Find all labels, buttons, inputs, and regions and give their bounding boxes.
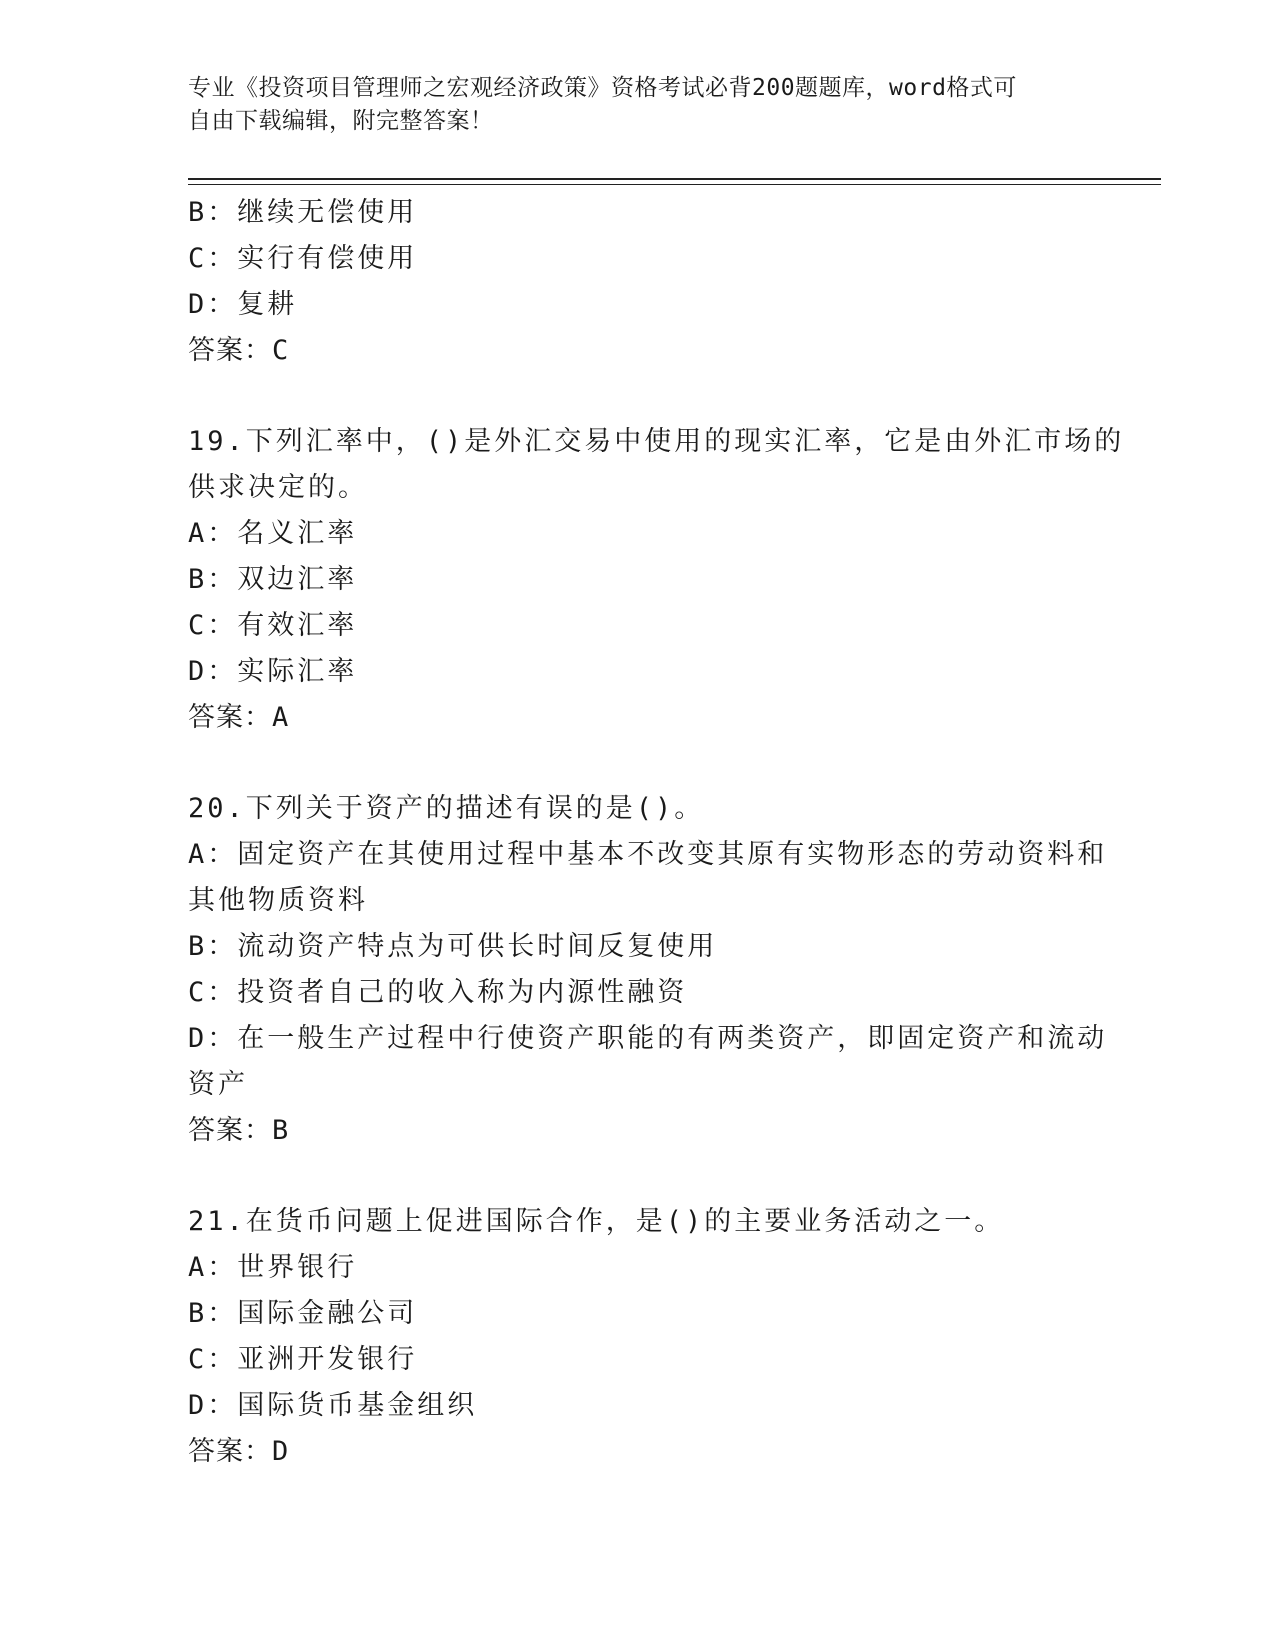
answer-value: A bbox=[272, 702, 290, 733]
question-18-tail bbox=[188, 190, 1088, 374]
question-list bbox=[188, 190, 1125, 1475]
answer-line bbox=[188, 1108, 1088, 1154]
answer-label: 答案： bbox=[188, 702, 272, 733]
header-line-1: 专业《投资项目管理师之宏观经济政策》资格考试必背200题题库，word格式可 bbox=[188, 75, 1017, 101]
option-d: D：实际汇率 bbox=[188, 656, 358, 687]
option-c: C：投资者自己的收入称为内源性融资 bbox=[188, 977, 688, 1008]
header-line-2: 自由下载编辑，附完整答案！ bbox=[188, 108, 494, 134]
answer-label: 答案： bbox=[188, 335, 272, 366]
option-a: A：固定资产在其使用过程中基本不改变其原有实物形态的劳动资料和 bbox=[188, 839, 1108, 870]
answer-label: 答案： bbox=[188, 1436, 272, 1467]
option-a-continued: 其他物质资料 bbox=[188, 885, 368, 916]
question-stem: 供求决定的。 bbox=[188, 472, 368, 503]
option-d: D：国际货币基金组织 bbox=[188, 1390, 478, 1421]
header-divider-thick bbox=[188, 178, 1161, 180]
option-c: C：实行有偿使用 bbox=[188, 243, 418, 274]
answer-line bbox=[188, 1429, 1088, 1475]
option-c: C：亚洲开发银行 bbox=[188, 1344, 418, 1375]
question-stem: 21.在货币问题上促进国际合作，是()的主要业务活动之一。 bbox=[188, 1206, 1005, 1237]
document-header bbox=[188, 72, 1088, 138]
question-stem: 19.下列汇率中，()是外汇交易中使用的现实汇率，它是由外汇市场的 bbox=[188, 426, 1125, 457]
header-divider-thin bbox=[188, 184, 1161, 185]
option-d-continued: 资产 bbox=[188, 1069, 248, 1100]
option-b: B：双边汇率 bbox=[188, 564, 358, 595]
answer-line bbox=[188, 328, 1088, 374]
option-d: D：在一般生产过程中行使资产职能的有两类资产，即固定资产和流动 bbox=[188, 1023, 1108, 1054]
answer-label: 答案： bbox=[188, 1115, 272, 1146]
option-a: A：世界银行 bbox=[188, 1252, 358, 1283]
answer-value: C bbox=[272, 335, 290, 366]
answer-value: B bbox=[272, 1115, 290, 1146]
option-b: B：国际金融公司 bbox=[188, 1298, 418, 1329]
question-19 bbox=[188, 419, 1125, 741]
option-b: B：流动资产特点为可供长时间反复使用 bbox=[188, 931, 718, 962]
option-b: B：继续无偿使用 bbox=[188, 197, 418, 228]
question-21 bbox=[188, 1199, 1088, 1475]
option-d: D：复耕 bbox=[188, 289, 298, 320]
answer-value: D bbox=[272, 1436, 290, 1467]
question-20 bbox=[188, 786, 1108, 1154]
option-c: C：有效汇率 bbox=[188, 610, 358, 641]
option-a: A：名义汇率 bbox=[188, 518, 358, 549]
question-stem: 20.下列关于资产的描述有误的是()。 bbox=[188, 793, 705, 824]
answer-line bbox=[188, 695, 1088, 741]
